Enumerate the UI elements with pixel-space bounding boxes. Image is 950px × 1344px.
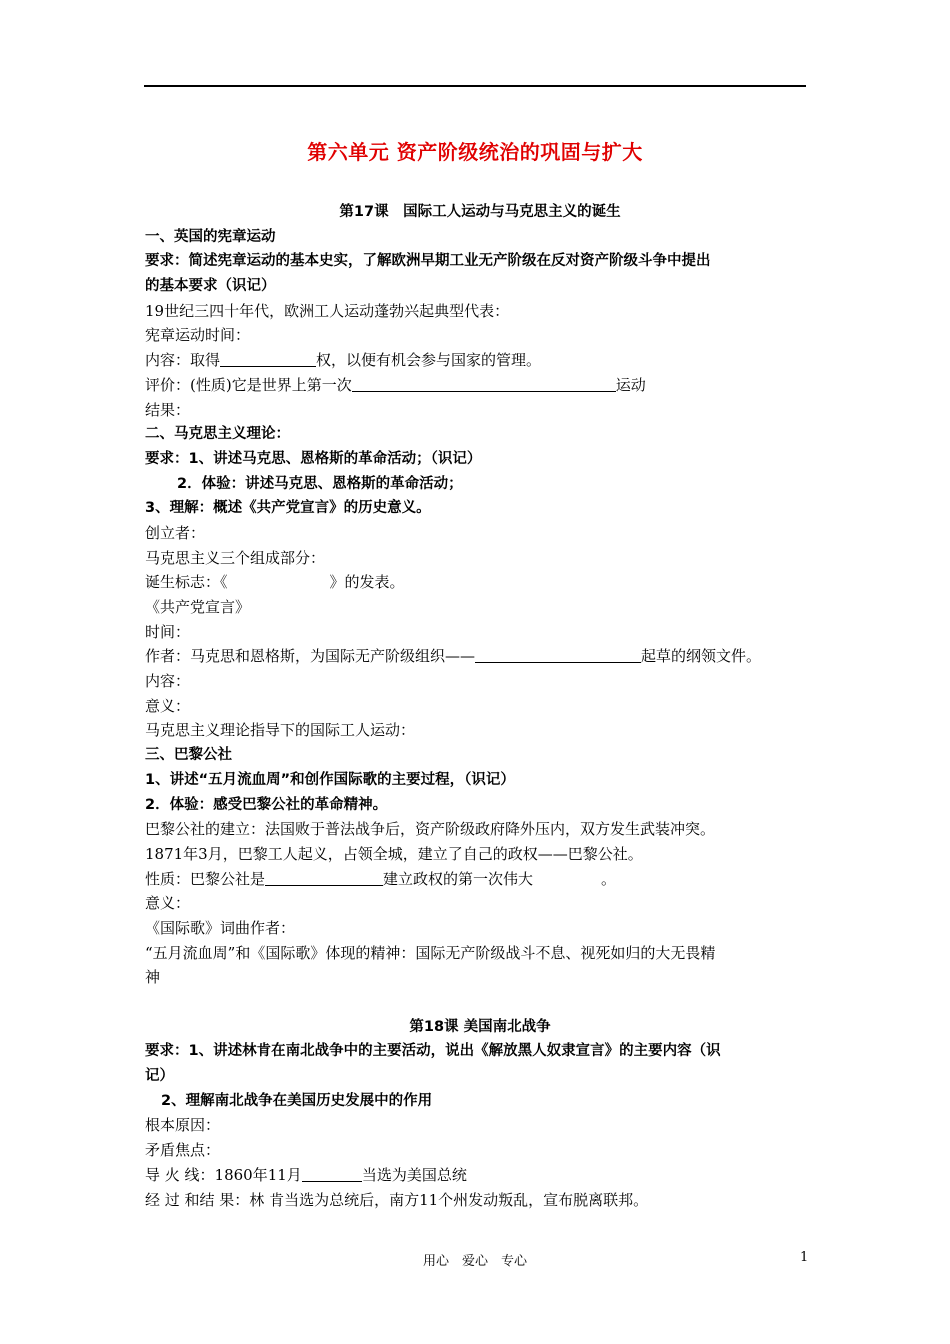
fill-blank [302,1165,362,1182]
header-rule [144,85,806,87]
text-fragment: 运动 [615,375,646,394]
document-body [145,200,815,1212]
requirement-text: 2．体验：感受巴黎公社的革命精神。 [145,796,388,813]
text-fragment: 起草的纲领文件。 [641,647,762,666]
text-line: 马克思主义三个组成部分： [145,548,326,567]
text-line: 矛盾焦点： [145,1141,221,1160]
lesson17-heading: 第17课 国际工人运动与马克思主义的诞生 [339,204,621,220]
text-line: 《国际歌》词曲作者： [145,918,296,937]
text-line [145,373,815,398]
requirement-text: 3、理解：概述《共产党宣言》的历史意义。 [145,500,431,517]
text-line: 结果： [145,400,191,419]
requirement-text-cont: 记） [145,1068,174,1085]
text-line [145,1163,815,1188]
text-line: 《共产党宣言》 [145,598,251,616]
text-fragment: 导 火 线：1860年11月 [145,1165,302,1184]
text-line: 19世纪三四十年代，欧洲工人运动蓬勃兴起典型代表： [145,301,510,320]
text-line: 内容： [145,672,191,691]
text-line [145,348,815,373]
text-line [145,570,815,595]
requirement-text: 要求：1、讲述林肯在南北战争中的主要活动，说出《解放黑人奴隶宣言》的主要内容（识 [145,1043,721,1060]
footer-motto: 用心 爱心 专心 [422,1254,527,1269]
text-line: 1871年3月，巴黎工人起义，占领全城，建立了自己的政权——巴黎公社。 [145,844,643,863]
requirement-text: 1、讲述“五月流血周”和创作国际歌的主要过程，（识记） [145,771,515,788]
text-line: 意义： [145,894,191,913]
section-paris-commune: 三、巴黎公社 [145,747,232,764]
text-fragment: 作者：马克思和恩格斯，为国际无产阶级组织—— [145,647,476,666]
text-fragment: 。 [601,869,617,888]
text-line: 神 [145,968,161,987]
text-line: 经 过 和结 果：林 肯当选为总统后，南方11个州发动叛乱，宣布脱离联邦。 [145,1190,649,1209]
text-fragment: 性质：巴黎公社是 [145,869,266,888]
fill-blank [352,375,616,392]
text-line [145,867,815,892]
text-line: 时间： [145,622,191,641]
requirement-text: 要求：简述宪章运动的基本史实，了解欧洲早期工业无产阶级在反对资产阶级斗争中提出 [145,253,711,270]
fill-blank [265,869,383,886]
requirement-text: 2、理解南北战争在美国历史发展中的作用 [161,1092,433,1109]
text-line [145,644,815,669]
text-line: 根本原因： [145,1116,221,1135]
page-number: 1 [800,1250,809,1265]
text-fragment: 评价：(性质)它是世界上第一次 [145,375,352,394]
fill-blank [475,646,641,663]
section-marxism: 二、马克思主义理论： [145,426,290,443]
text-fragment: 建立政权的第一次伟大 [383,869,534,888]
text-fragment: 诞生标志：《 [145,573,228,592]
text-fragment: 当选为美国总统 [361,1165,467,1184]
lesson18-heading: 第18课 美国南北战争 [409,1018,551,1035]
text-fragment: 权，以便有机会参与国家的管理。 [316,351,542,370]
text-line: 宪章运动时间： [145,326,251,345]
text-line: 意义： [145,696,191,715]
text-fragment: 》的发表。 [329,573,405,592]
text-line: 巴黎公社的建立：法国败于普法战争后，资产阶级政府降外压内，双方发生武装冲突。 [145,820,716,839]
text-fragment: 内容：取得 [145,351,221,370]
text-line: 马克思主义理论指导下的国际工人运动： [145,721,416,740]
requirement-text-cont: 的基本要求（识记） [145,278,276,295]
section-chartism: 一、英国的宪章运动 [145,228,276,245]
unit-title: 第六单元 资产阶级统治的巩固与扩大 [307,140,643,164]
text-line: “五月流血周”和《国际歌》体现的精神：国际无产阶级战斗不息、视死如归的大无畏精 [145,943,716,962]
fill-blank [220,350,316,367]
requirement-text: 2．体验：讲述马克思、恩格斯的革命活动； [177,475,463,492]
requirement-text: 要求：1、讲述马克思、恩格斯的革命活动；（识记） [145,450,482,467]
text-line: 创立者： [145,523,206,542]
